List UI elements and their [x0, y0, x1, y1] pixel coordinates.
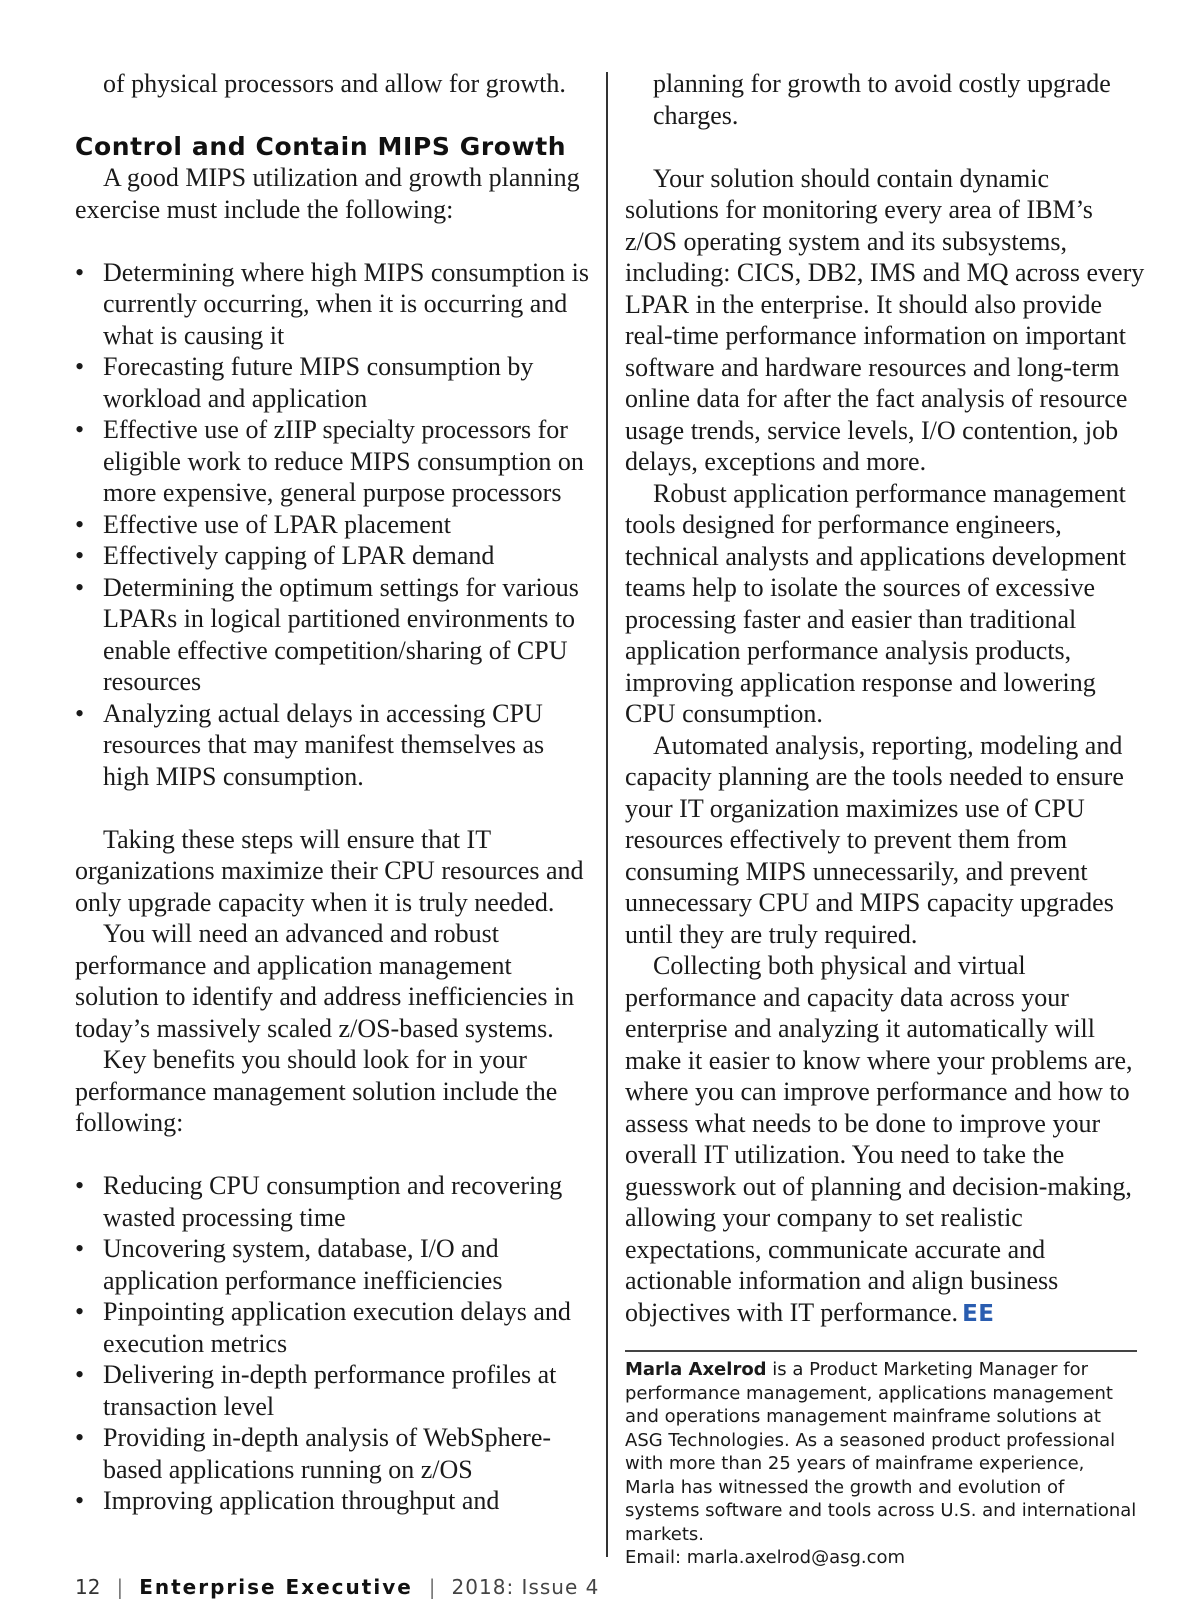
footer-separator: |: [428, 1575, 436, 1599]
intro-line: of physical processors and allow for growth.: [103, 69, 566, 98]
paragraph-text: Collecting both physical and virtual performance and capacity data across your enterprise and analyzing it automatically will make it easier to know where your problems are, where you can improve performance and how to assess what needs to be done to improve your overall IT utilization. You need to take the guesswork out of planning and decision-making, allowing your company to set realistic expectations, communicate accurate and actionable information and align business objectives with IT performance.: [625, 951, 1133, 1327]
paragraph: You will need an advanced and robust performance and application management solution to identify and address inefficiencies in today’s massively scaled z/OS-based systems.: [75, 919, 575, 1043]
magazine-title: Enterprise Executive: [139, 1575, 413, 1599]
column-divider: [606, 72, 608, 1557]
paragraph: [625, 950, 1145, 1330]
page-number: 12: [75, 1575, 101, 1599]
paragraph: Key benefits you should look for in your performance management solution include the following:: [75, 1045, 558, 1137]
list-item: • Delivering in-depth performance profiles at transaction level: [75, 1359, 595, 1422]
list-item: • Effectively capping of LPAR demand: [75, 540, 595, 572]
bio-divider: [625, 1350, 1137, 1352]
left-column: [75, 68, 595, 1517]
continued-line: planning for growth to avoid costly upgrade charges.: [653, 69, 1111, 130]
list-item: • Effective use of zIIP specialty processors for eligible work to reduce MIPS consumption on more expensive, general purpose processors: [75, 414, 595, 509]
list-item: • Uncovering system, database, I/O and application performance inefficiencies: [75, 1233, 595, 1296]
section-heading: Control and Contain MIPS Growth: [75, 131, 567, 161]
spacer: [75, 1139, 595, 1171]
author-description: is a Product Marketing Manager for performance management, applications management and operations management mainframe solutions at ASG Technologies. As a seasoned product professional with more than 25 years of mainframe experience, Marla has witnessed the growth and evolution of systems software and tools across U.S. and international markets.: [625, 1359, 1137, 1545]
list-item: • Pinpointing application execution delays and execution metrics: [75, 1296, 595, 1359]
issue-label: 2018: Issue 4: [451, 1575, 600, 1599]
footer-separator: |: [116, 1575, 124, 1599]
spacer: [625, 131, 1145, 163]
list-item: • Providing in-depth analysis of WebSphere-based applications running on z/OS: [75, 1422, 595, 1485]
list-item: • Determining the optimum settings for various LPARs in logical partitioned environments to enable effective competition/sharing of CPU resources: [75, 572, 595, 698]
author-bio: [625, 1358, 1137, 1570]
paragraph: Robust application performance management tools designed for performance engineers, technical analysts and applications development teams help to isolate the sources of excessive processing faster and easier than traditional application performance analysis products, improving application response and lowering CPU consumption.: [625, 478, 1127, 728]
bullet-list-mips: [75, 257, 595, 793]
right-column: [625, 68, 1145, 1570]
author-email: Email: marla.axelrod@asg.com: [625, 1547, 906, 1568]
end-mark-logo: EE: [962, 1300, 995, 1327]
spacer: [75, 225, 595, 257]
list-item: • Analyzing actual delays in accessing CPU resources that may manifest themselves as high MIPS consumption.: [75, 698, 595, 793]
paragraph: A good MIPS utilization and growth planning exercise must include the following:: [75, 163, 580, 224]
author-name: Marla Axelrod: [625, 1359, 767, 1380]
page-footer: [75, 1575, 599, 1599]
bullet-list-benefits: [75, 1170, 595, 1517]
list-item: • Effective use of LPAR placement: [75, 509, 595, 541]
spacer: [75, 792, 595, 824]
list-item: • Reducing CPU consumption and recovering wasted processing time: [75, 1170, 595, 1233]
list-item: • Forecasting future MIPS consumption by workload and application: [75, 351, 595, 414]
paragraph: Taking these steps will ensure that IT organizations maximize their CPU resources and only upgrade capacity when it is truly needed.: [75, 824, 584, 917]
list-item: • Improving application throughput and: [75, 1485, 595, 1517]
paragraph: Automated analysis, reporting, modeling and capacity planning are the tools needed to ensure your IT organization maximizes use of CPU resources effectively to prevent them from consuming MIPS unnecessarily, and prevent unnecessary CPU and MIPS capacity upgrades until they are truly required.: [625, 730, 1124, 949]
list-item: • Determining where high MIPS consumption is currently occurring, when it is occurring and what is causing it: [75, 257, 595, 352]
paragraph: Your solution should contain dynamic solutions for monitoring every area of IBM’s z/OS operating system and its subsystems, including: CICS, DB2, IMS and MQ across every LPAR in the enterprise. It should also provide real-time performance information on important software and hardware resources and long-term online data for after the fact analysis of resource usage trends, service levels, I/O contention, job delays, exceptions and more.: [625, 163, 1145, 476]
